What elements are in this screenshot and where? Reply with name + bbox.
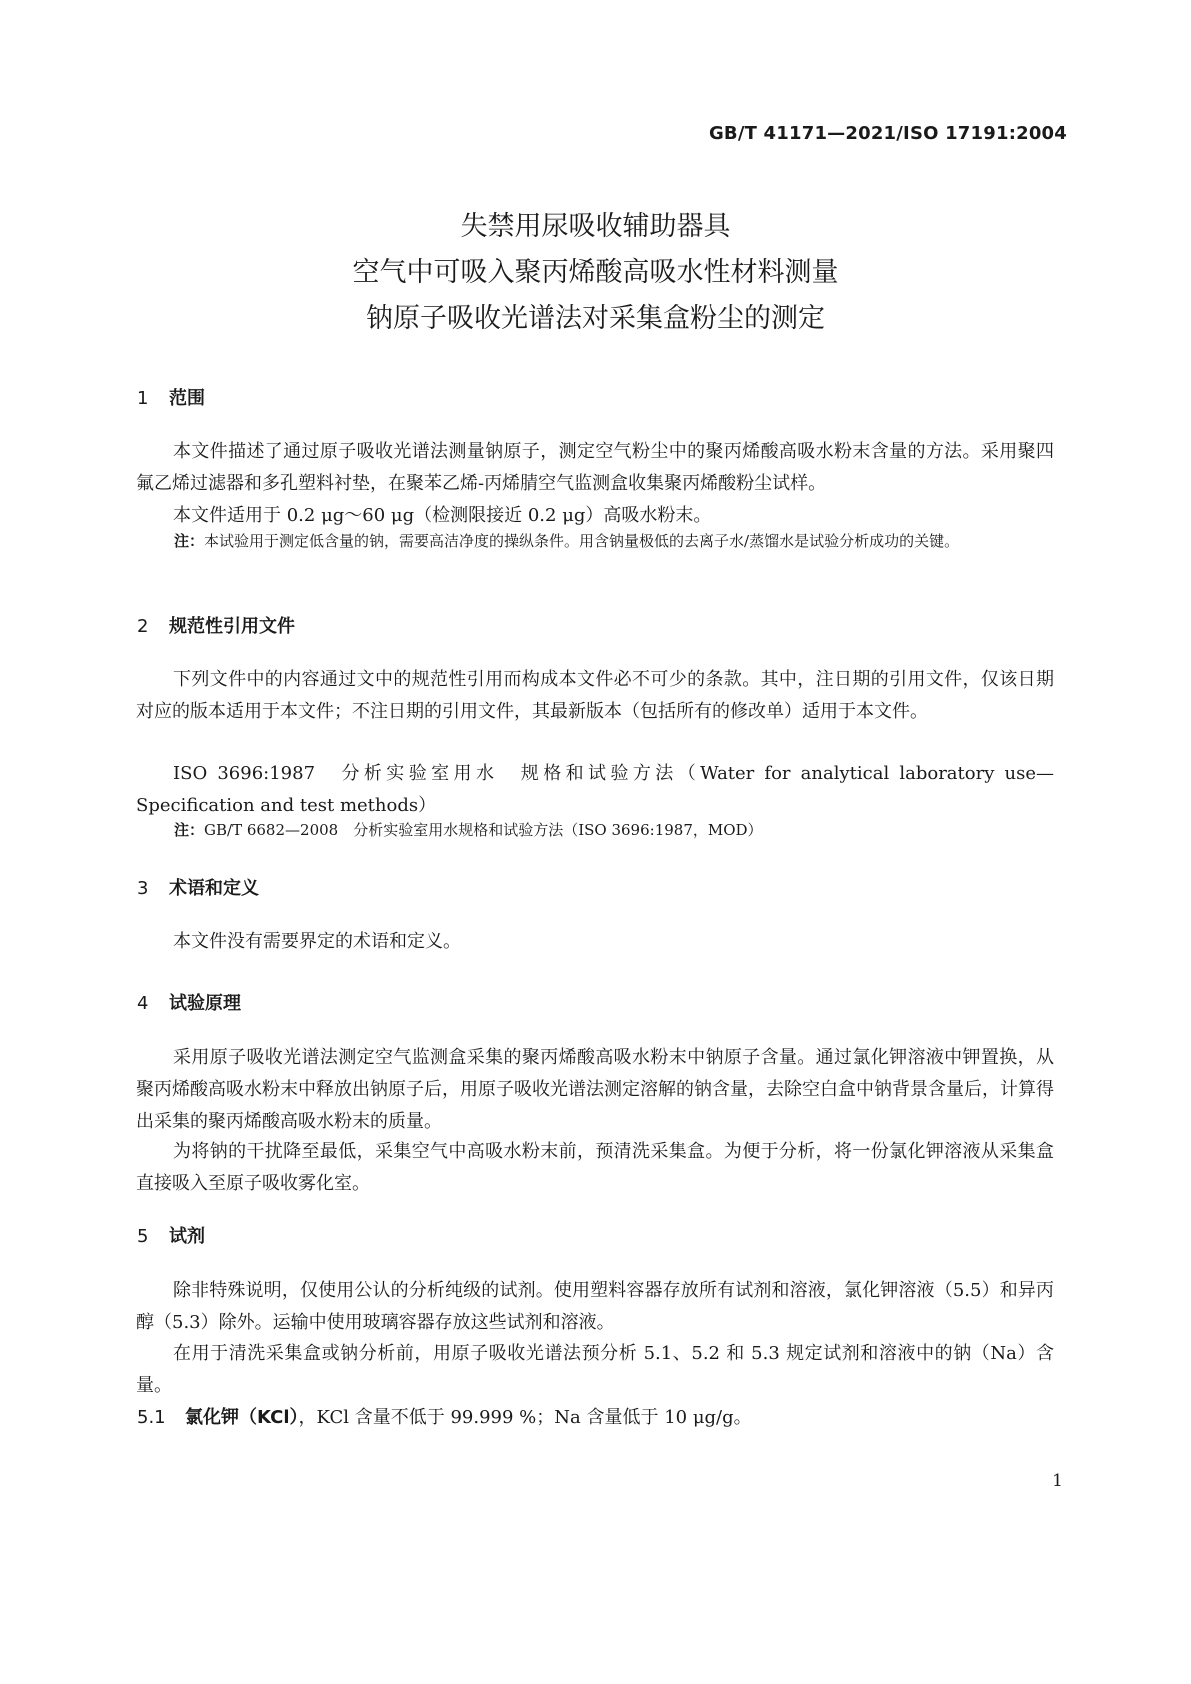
title-line-1: 失禁用尿吸收辅助器具	[460, 211, 731, 242]
section-title: 规范性引用文件	[169, 616, 295, 637]
section-title: 试剂	[169, 1226, 205, 1247]
page-number: 1	[1052, 1471, 1063, 1491]
document-title	[0, 204, 1191, 342]
note-label: 注：	[174, 532, 205, 550]
section-4-paragraph-2: 为将钠的干扰降至最低，采集空气中高吸水粉末前，预清洗采集盒。为便于分析，将一份氯化钾溶液从采集盒直接吸入至原子吸收雾化室。	[136, 1141, 1054, 1194]
standard-number: GB/T 41171—2021/ISO 17191:2004	[708, 123, 1067, 144]
section-3-heading	[137, 874, 259, 900]
note-label: 注：	[174, 821, 205, 839]
reference-code: ISO 3696:1987	[173, 763, 316, 784]
section-1-paragraph-2: 本文件适用于 0.2 μg～60 μg（检测限接近 0.2 μg）高吸水粉末。	[173, 505, 712, 526]
title-line-3: 钠原子吸收光谱法对采集盒粉尘的测定	[366, 303, 825, 334]
section-5-paragraph-1: 除非特殊说明，仅使用公认的分析纯级的试剂。使用塑料容器存放所有试剂和溶液，氯化钾溶液（5.5）和异丙醇（5.3）除外。运输中使用玻璃容器存放这些试剂和溶液。	[136, 1280, 1054, 1333]
section-2-heading	[137, 612, 295, 638]
clause-5-1	[137, 1403, 752, 1429]
section-4-paragraph-1: 采用原子吸收光谱法测定空气监测盒采集的聚丙烯酸高吸水粉末中钠原子含量。通过氯化钾溶液中钾置换，从聚丙烯酸高吸水粉末中释放出钠原子后，用原子吸收光谱法测定溶解的钠含量，去除空白盒中钠背景含量后，计算得出采集的聚丙烯酸高吸水粉末的质量。	[136, 1047, 1054, 1132]
note-text: 本试验用于测定低含量的钠，需要高洁净度的操纵条件。用含钠量极低的去离子水/蒸馏水是试验分析成功的关键。	[204, 532, 960, 550]
section-1-heading	[137, 384, 205, 410]
section-2-note	[174, 817, 1054, 843]
normative-reference	[136, 758, 1054, 822]
section-number: 5	[137, 1226, 149, 1247]
section-number: 1	[137, 388, 149, 409]
section-4-heading	[137, 989, 241, 1015]
section-title: 术语和定义	[169, 878, 259, 899]
note-text: GB/T 6682—2008 分析实验室用水规格和试验方法（ISO 3696:1987，MOD）	[204, 821, 763, 839]
section-number: 4	[137, 993, 149, 1014]
section-title: 试验原理	[169, 993, 241, 1014]
clause-term: 氯化钾（KCl）	[185, 1407, 299, 1428]
section-number: 3	[137, 878, 149, 899]
section-3-paragraph-1: 本文件没有需要界定的术语和定义。	[173, 931, 461, 952]
reference-title: 分析实验室用水 规格和试验方法（Water for analytical laboratory use—Specification and test methods）	[136, 763, 1054, 816]
clause-text: ，KCl 含量不低于 99.999 %；Na 含量低于 10 μg/g。	[298, 1407, 752, 1428]
section-1-note	[174, 528, 1054, 554]
section-2-paragraph-1: 下列文件中的内容通过文中的规范性引用而构成本文件必不可少的条款。其中，注日期的引用文件，仅该日期对应的版本适用于本文件；不注日期的引用文件，其最新版本（包括所有的修改单）适用于本文件。	[136, 669, 1054, 722]
title-line-2: 空气中可吸入聚丙烯酸高吸水性材料测量	[352, 257, 839, 288]
section-title: 范围	[169, 388, 205, 409]
section-1-paragraph-1: 本文件描述了通过原子吸收光谱法测量钠原子，测定空气粉尘中的聚丙烯酸高吸水粉末含量的方法。采用聚四氟乙烯过滤器和多孔塑料衬垫，在聚苯乙烯-丙烯腈空气监测盒收集聚丙烯酸粉尘试样。	[136, 441, 1054, 494]
section-5-paragraph-2: 在用于清洗采集盒或钠分析前，用原子吸收光谱法预分析 5.1、5.2 和 5.3 规定试剂和溶液中的钠（Na）含量。	[136, 1343, 1054, 1396]
clause-number: 5.1	[137, 1407, 166, 1428]
section-5-heading	[137, 1222, 205, 1248]
section-number: 2	[137, 616, 149, 637]
